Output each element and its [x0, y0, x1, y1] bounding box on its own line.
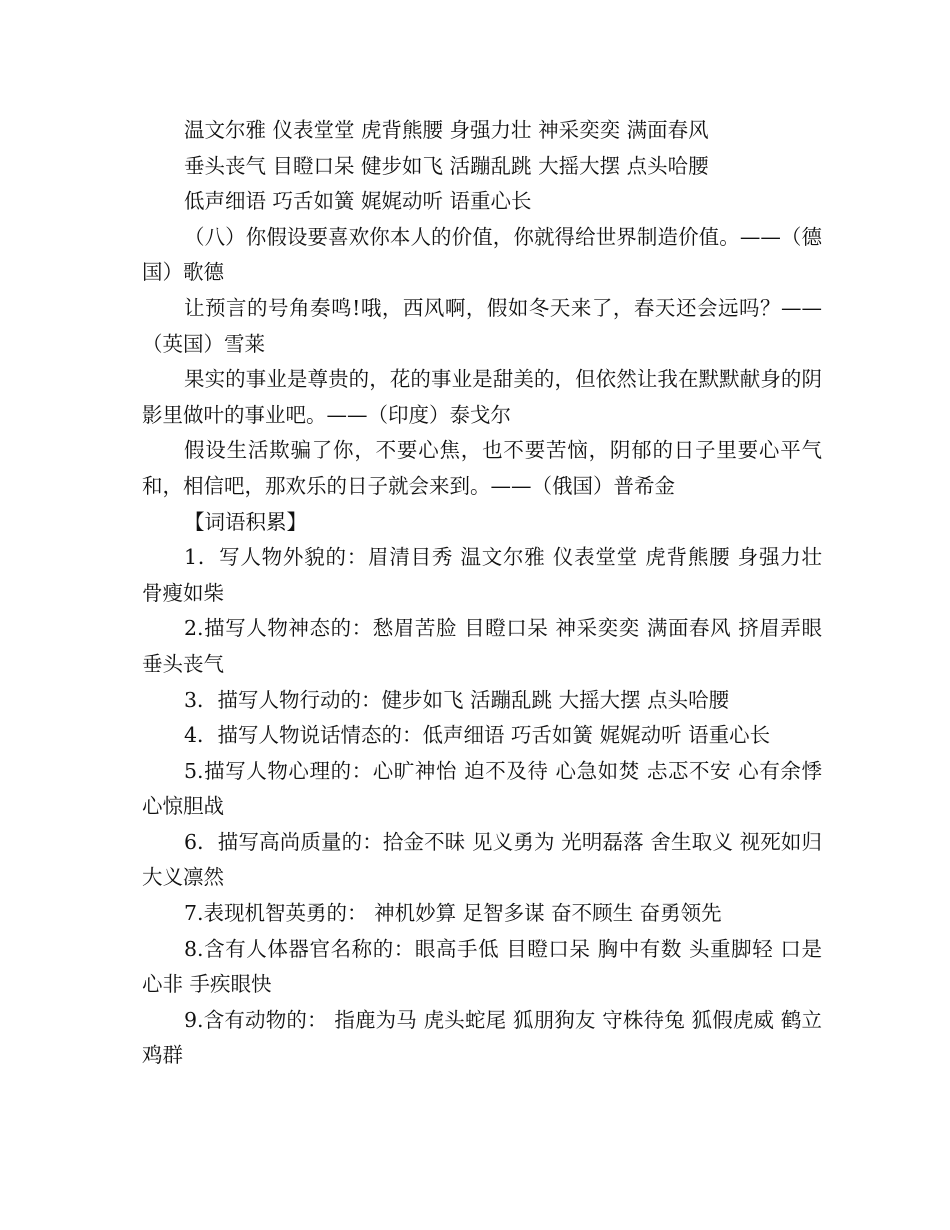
list-item-1: 1．写人物外貌的：眉清目秀 温文尔雅 仪表堂堂 虎背熊腰 身强力壮 骨瘦如柴	[142, 545, 822, 605]
document-page	[142, 113, 822, 1074]
list-item-3: 3．描写人物行动的：健步如飞 活蹦乱跳 大摇大摆 点头哈腰	[184, 687, 730, 712]
list-item-9: 9.含有动物的： 指鹿为马 虎头蛇尾 狐朋狗友 守株待兔 狐假虎威 鹤立鸡群	[142, 1007, 822, 1068]
text-line-2: 垂头丧气 目瞪口呆 健步如飞 活蹦乱跳 大摇大摆 点头哈腰	[184, 153, 709, 178]
list-item-7: 7.表现机智英勇的： 神机妙算 足智多谋 奋不顾生 奋勇领先	[184, 901, 722, 926]
list-item-6: 6．描写高尚质量的：拾金不昧 见义勇为 光明磊落 舍生取义 视死如归 大义凛然	[142, 829, 822, 890]
section-heading: 【词语积累】	[184, 509, 307, 534]
list-item-4: 4．描写人物说话情态的：低声细语 巧舌如簧 娓娓动听 语重心长	[184, 723, 771, 748]
quote-goethe: （八）你假设要喜欢你本人的价值，你就得给世界制造价值。——（德国）歌德	[142, 224, 822, 285]
list-item-2: 2.描写人物神态的：愁眉苦脸 目瞪口呆 神采奕奕 满面春风 挤眉弄眼 垂头丧气	[142, 616, 822, 676]
quote-pushkin: 假设生活欺骗了你，不要心焦，也不要苦恼，阴郁的日子里要心平气和，相信吧，那欢乐的日子就会来到。——（俄国）普希金	[142, 438, 822, 498]
list-item-8: 8.含有人体器官名称的：眼高手低 目瞪口呆 胸中有数 头重脚轻 口是心非 手疾眼快	[142, 936, 822, 997]
text-line-3: 低声细语 巧舌如簧 娓娓动听 语重心长	[184, 189, 532, 214]
text-line-1: 温文尔雅 仪表堂堂 虎背熊腰 身强力壮 神采奕奕 满面春风	[184, 118, 709, 142]
list-item-5: 5.描写人物心理的：心旷神怡 迫不及待 心急如焚 忐忑不安 心有余悸 心惊胆战	[142, 758, 822, 819]
quote-tagore: 果实的事业是尊贵的，花的事业是甜美的，但依然让我在默默献身的阴影里做叶的事业吧。——（印度）泰戈尔	[142, 367, 822, 427]
quote-shelley: 让预言的号角奏鸣!哦，西风啊，假如冬天来了，春天还会远吗？——（英国）雪莱	[142, 295, 822, 356]
